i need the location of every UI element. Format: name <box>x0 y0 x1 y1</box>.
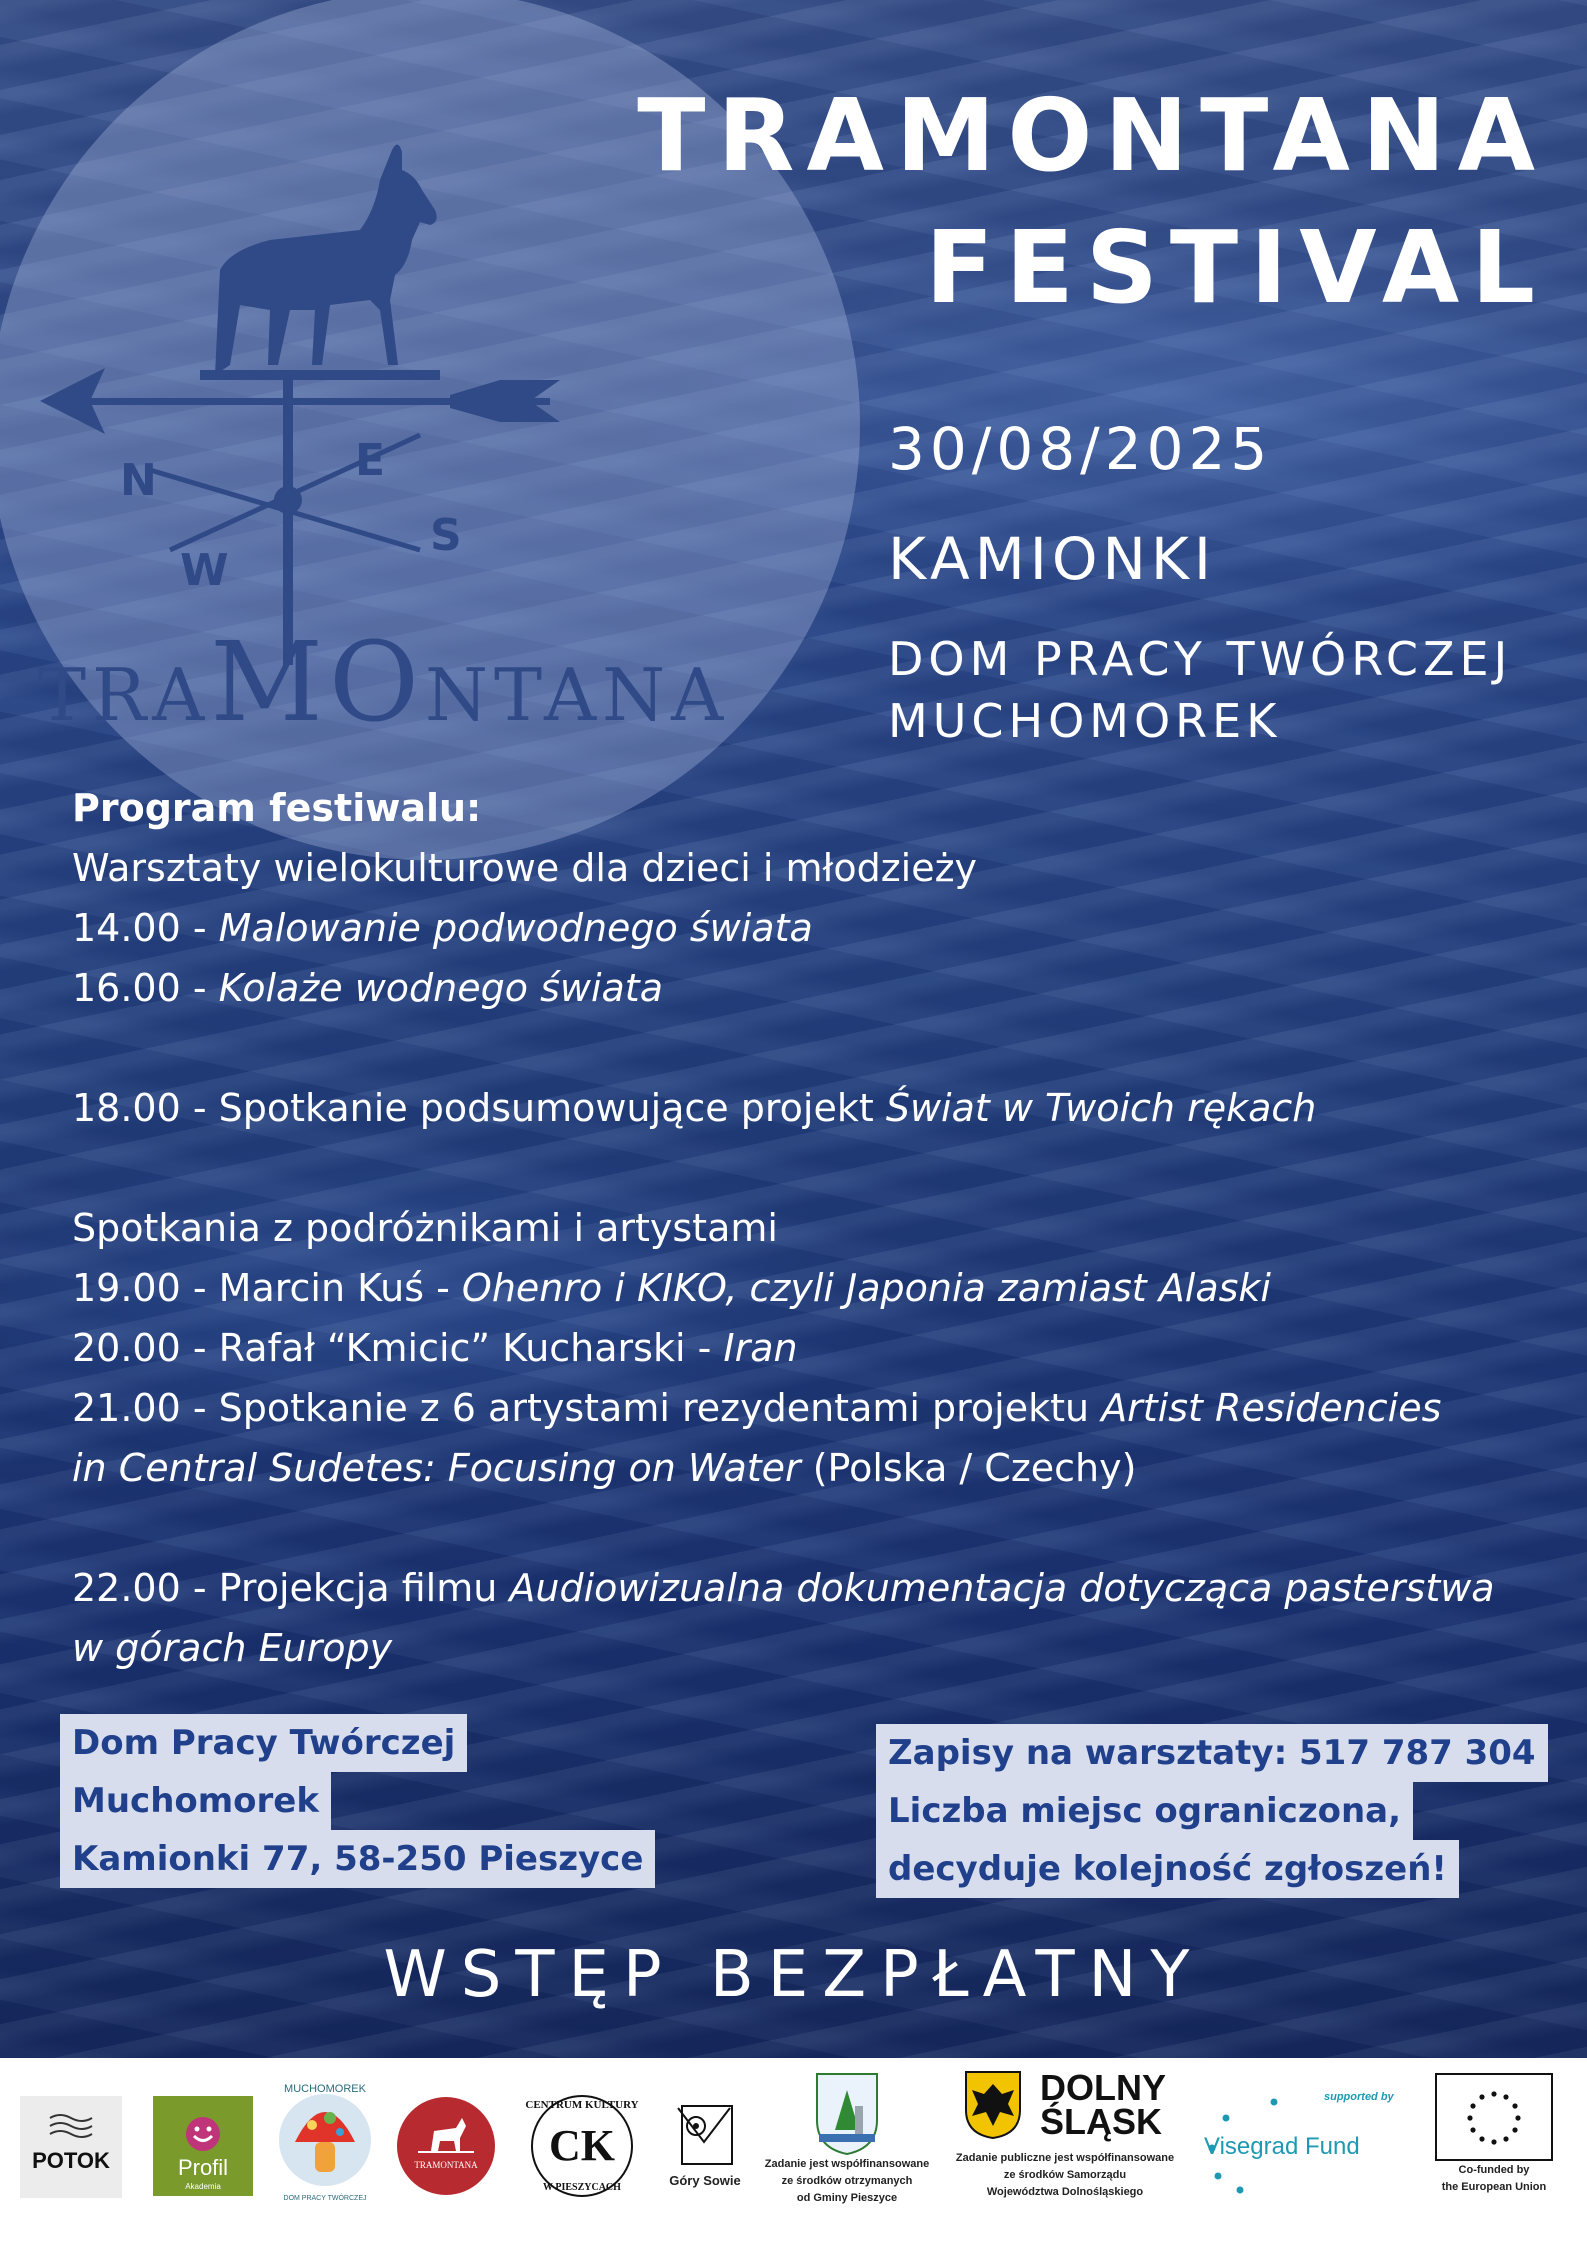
logo-wordmark-post: NTANA <box>425 653 730 737</box>
signup-line-3: decyduje kolejność zgłoszeń! <box>876 1840 1459 1898</box>
program-item: 19.00 - Marcin Kuś - Ohenro i KIKO, czyli Japonia zamiast Alaski <box>72 1266 1271 1310</box>
sponsor-potok <box>20 2096 122 2198</box>
compass-n-label: N <box>120 455 157 506</box>
gmina-line-3: od Gminy Pieszyce <box>796 2192 898 2204</box>
address-line-1: Dom Pracy Twórczej <box>60 1714 467 1772</box>
visegrad-fund-logo-icon <box>1196 2078 1406 2208</box>
woj-line-3: Województwa Dolnośląskiego <box>986 2186 1144 2198</box>
signup-box <box>876 1724 1548 1898</box>
address-line-2: Muchomorek <box>60 1772 331 1830</box>
sponsor-dolny-slask <box>950 2067 1180 2201</box>
venue-line-1: DOM PRACY TWÓRCZEJ <box>888 632 1513 686</box>
venue-line-2: MUCHOMOREK <box>888 694 1282 748</box>
address-box <box>60 1714 655 1888</box>
muchomorek-logo-icon <box>270 2080 380 2205</box>
gmina-line-2: ze środków otrzymanych <box>781 2175 913 2187</box>
profil-logo-icon <box>153 2096 253 2196</box>
program-list <box>72 778 1552 1678</box>
visegrad-name-text: Visegrad Fund <box>1204 2133 1360 2160</box>
program-item: 18.00 - Spotkanie podsumowujące projekt Świat w Twoich rękach <box>72 1086 1317 1130</box>
address-line-3: Kamionki 77, 58-250 Pieszyce <box>60 1830 655 1888</box>
eu-line-2: the European Union <box>1441 2181 1547 2193</box>
goat-icon <box>215 144 437 375</box>
sponsor-gmina-pieszyce <box>762 2070 932 2207</box>
sponsor-profil <box>153 2096 253 2196</box>
sponsor-tramontana <box>396 2096 496 2196</box>
program-item-cont: in Central Sudetes: Focusing on Water (Polska / Czechy) <box>72 1446 1137 1490</box>
sponsor-gory-sowie <box>664 2102 746 2189</box>
sponsor-visegrad <box>1196 2078 1406 2208</box>
ck-letters-text: CK <box>549 2121 615 2170</box>
eu-flag-icon <box>1434 2072 1554 2162</box>
workshops-title: Warsztaty wielokulturowe dla dzieci i młodzieży <box>72 846 978 890</box>
muchomorek-bottom-text: DOM PRACY TWÓRCZEJ <box>283 2195 367 2202</box>
event-date: 30/08/2025 <box>888 415 1273 483</box>
woj-line-1: Zadanie publiczne jest współfinansowane <box>955 2152 1175 2164</box>
logo-wordmark-big: MO <box>210 618 426 746</box>
profil-text: Profil <box>177 2155 229 2180</box>
logo-wordmark-pre: TRA <box>38 653 211 737</box>
dolny-slask-line-1: DOLNY <box>1040 2067 1166 2108</box>
sponsor-footer <box>0 2058 1587 2245</box>
gmina-pieszyce-crest-icon <box>815 2070 879 2156</box>
woj-line-2: ze środków Samorządu <box>1003 2169 1127 2181</box>
gory-sowie-owl-icon <box>664 2102 746 2172</box>
eu-line-1: Co-funded by <box>1458 2164 1530 2176</box>
ck-ring-top-text: CENTRUM KULTURY <box>525 2099 639 2111</box>
gmina-line-1: Zadanie jest współfinansowane <box>764 2158 930 2170</box>
travelers-title: Spotkania z podróżnikami i artystami <box>72 1206 778 1250</box>
program-item: 16.00 - Kolaże wodnego świata <box>72 966 663 1010</box>
centrum-kultury-logo-icon <box>512 2084 652 2209</box>
compass-s-label: S <box>430 510 462 561</box>
festival-title <box>637 70 1547 334</box>
compass-w-label: W <box>180 545 229 596</box>
ck-ring-bottom-text: W PIESZYCACH <box>543 2182 621 2193</box>
sponsor-centrum-kultury <box>512 2084 652 2209</box>
tramontana-small-text: TRAMONTANA <box>414 2160 478 2170</box>
signup-line-1: Zapisy na warsztaty: 517 787 304 <box>876 1724 1548 1782</box>
program-item: 20.00 - Rafał “Kmicic” Kucharski - Iran <box>72 1326 798 1370</box>
sponsor-muchomorek <box>270 2080 380 2205</box>
dolny-slask-line-2: ŚLĄSK <box>1040 2101 1163 2142</box>
signup-line-2: Liczba miejsc ograniczona, <box>876 1782 1413 1840</box>
potok-logo-icon <box>20 2096 122 2198</box>
event-venue <box>888 628 1512 752</box>
program-heading: Program festiwalu: <box>72 786 482 830</box>
tramontana-small-logo-icon <box>396 2096 496 2196</box>
potok-text: POTOK <box>32 2148 110 2173</box>
program-item: 14.00 - Malowanie podwodnego świata <box>72 906 813 950</box>
program-item: 21.00 - Spotkanie z 6 artystami rezydentami projektu Artist Residencies <box>72 1386 1442 1430</box>
dolny-slask-eagle-icon <box>964 2070 1022 2140</box>
title-line-1: TRAMONTANA <box>637 77 1547 194</box>
logo-wordmark <box>38 618 729 746</box>
compass-e-label: E <box>355 435 386 486</box>
gory-sowie-text: Góry Sowie <box>669 2173 741 2188</box>
muchomorek-top-text: MUCHOMOREK <box>284 2083 366 2095</box>
free-entry: WSTĘP BEZPŁATNY <box>383 1938 1204 2012</box>
visegrad-supported-text: supported by <box>1324 2091 1394 2103</box>
program-item: 22.00 - Projekcja filmu Audiowizualna dokumentacja dotycząca pasterstwa <box>72 1566 1495 1610</box>
event-place: KAMIONKI <box>888 525 1217 593</box>
profil-sub-text: Akademia <box>185 2182 221 2191</box>
title-line-2: FESTIVAL <box>925 209 1547 326</box>
program-item-cont: w górach Europy <box>72 1626 393 1670</box>
sponsor-eu <box>1434 2072 1554 2196</box>
